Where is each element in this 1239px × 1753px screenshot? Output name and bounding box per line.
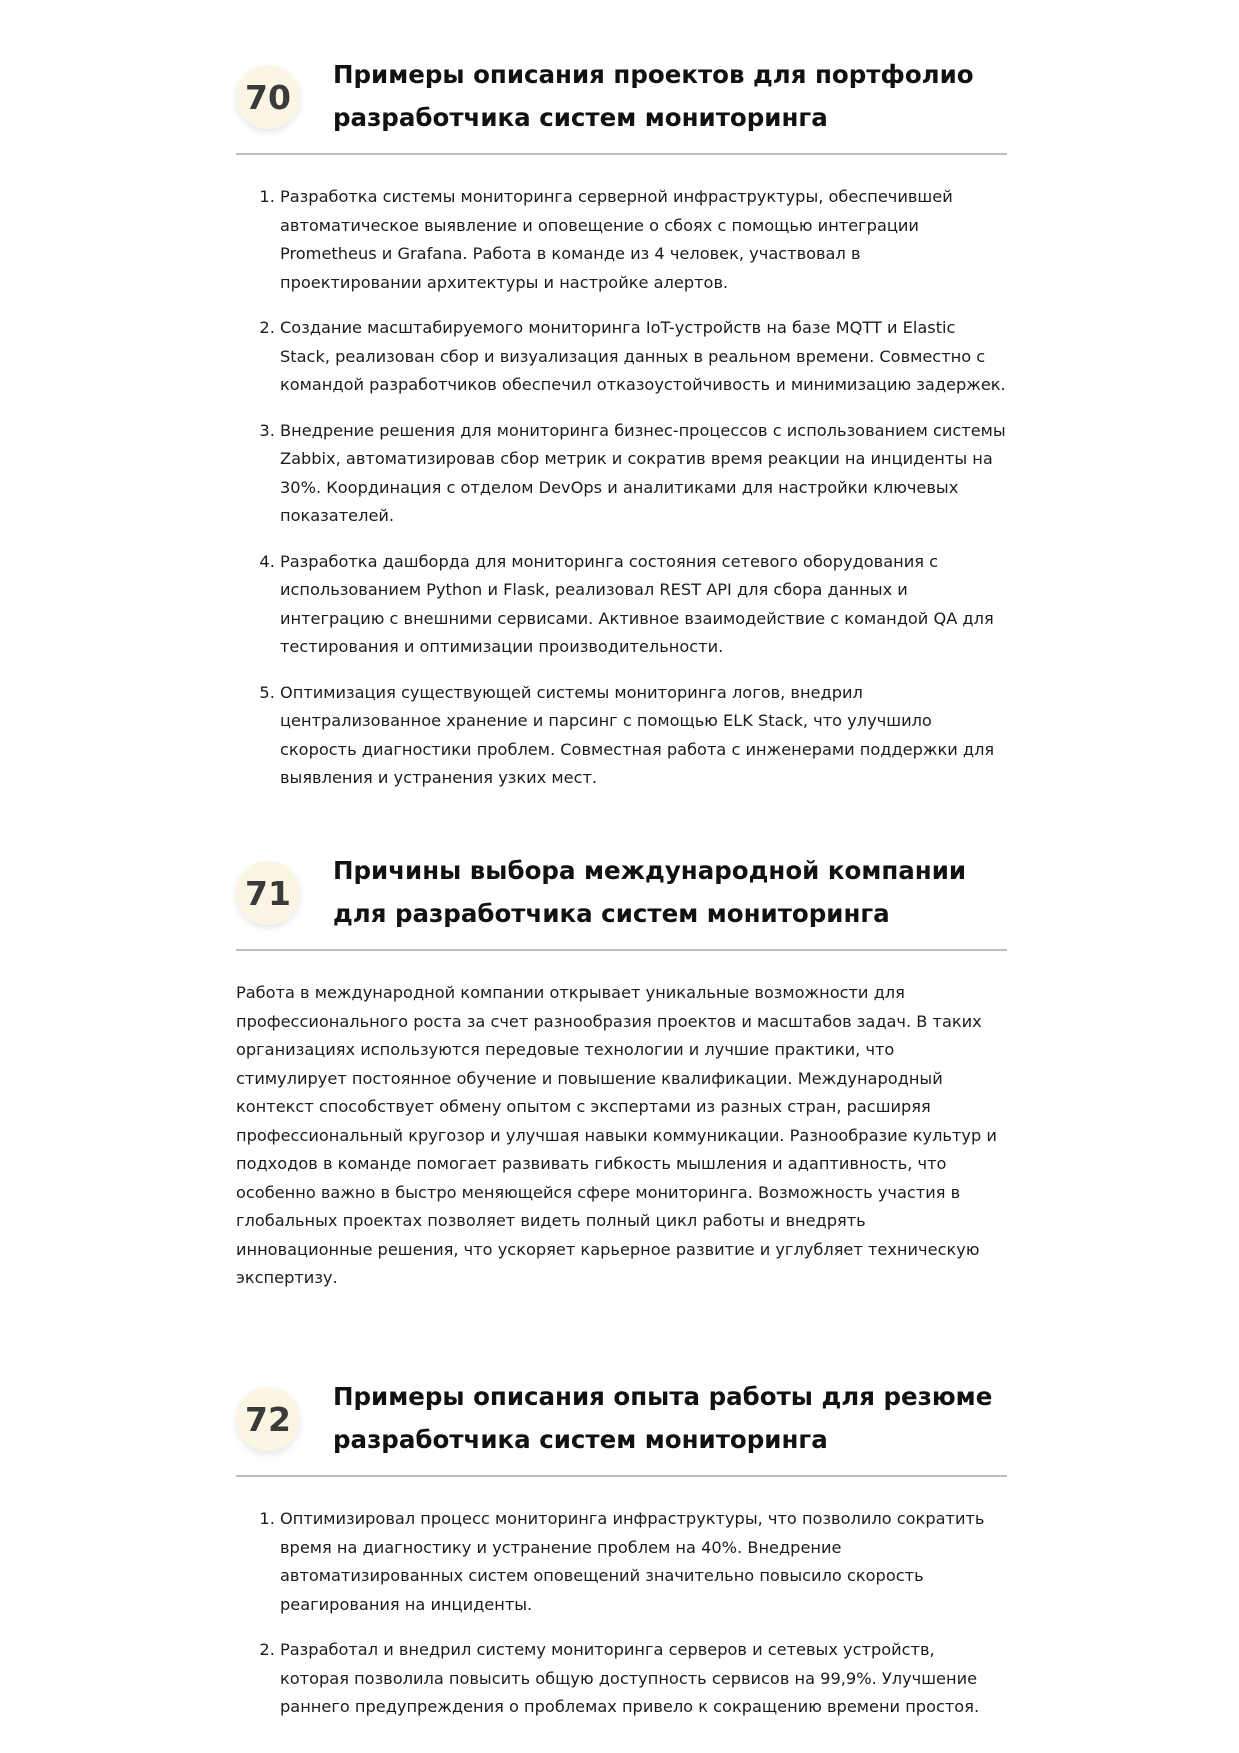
- section-number-badge: 70: [236, 65, 300, 129]
- section-paragraph: Работа в международной компании открывает уникальные возможности для профессионального роста за счет разнообразия проектов и масштабов задач. В таких организациях используются передовые технологии и лучшие практики, что стимулирует постоянное обучение и повышение квалификации. Международный контекст способствует обмену опытом с экспертами из разных стран, расширяя профессиональный кругозор и улучшая навыки коммуникации. Разнообразие культур и подходов в команде помогает развивать гибкость мышления и адаптивность, что особенно важно в быстро меняющейся сфере мониторинга. Возможность участия в глобальных проектах позволяет видеть полный цикл работы и внедрять инновационные решения, что ускоряет карьерное развитие и углубляет техническую экспертизу.: [236, 983, 997, 1287]
- list-item: 1. Оптимизировал процесс мониторинга инфраструктуры, что позволило сократить время на диагностику и устранение проблем на 40%. Внедрение автоматизированных систем оповещений значительно повысило скорость реагирования на инциденты.: [280, 1505, 1007, 1619]
- section-header: [236, 1375, 1007, 1477]
- list-item: 2. Создание масштабируемого мониторинга IoT-устройств на базе MQTT и Elastic Stack, реализован сбор и визуализация данных в реальном времени. Совместно с командой разработчиков обеспечил отказоустойчивость и минимизацию задержек.: [280, 314, 1007, 400]
- section-71: [236, 849, 1007, 1293]
- section-70: [236, 53, 1007, 810]
- section-number-badge: 71: [236, 861, 300, 925]
- list-item: 4. Разработка дашборда для мониторинга состояния сетевого оборудования с использованием Python и Flask, реализовал REST API для сбора данных и интеграцию с внешними сервисами. Активное взаимодействие с командой QA для тестирования и оптимизации производительности.: [280, 548, 1007, 662]
- section-title: Примеры описания опыта работы для резюме разработчика систем мониторинга: [333, 1382, 993, 1454]
- list-item: 2. Разработал и внедрил систему мониторинга серверов и сетевых устройств, которая позволила повысить общую доступность сервисов на 99,9%. Улучшение раннего предупреждения о проблемах привело к сокращению времени простоя.: [280, 1636, 1007, 1722]
- section-title: Примеры описания проектов для портфолио разработчика систем мониторинга: [333, 60, 974, 132]
- experience-list: [236, 1505, 1007, 1722]
- section-72: [236, 1375, 1007, 1739]
- section-header: [236, 53, 1007, 155]
- list-item: 1. Разработка системы мониторинга серверной инфраструктуры, обеспечившей автоматическое выявление и оповещение о сбоях с помощью интеграции Prometheus и Grafana. Работа в команде из 4 человек, участвовал в проектировании архитектуры и настройке алертов.: [280, 183, 1007, 297]
- section-header: [236, 849, 1007, 951]
- list-item: 5. Оптимизация существующей системы мониторинга логов, внедрил централизованное хранение и парсинг с помощью ELK Stack, что улучшило скорость диагностики проблем. Совместная работа с инженерами поддержки для выявления и устранения узких мест.: [280, 679, 1007, 793]
- section-title: Причины выбора международной компании для разработчика систем мониторинга: [333, 856, 967, 928]
- list-item: 3. Внедрение решения для мониторинга бизнес-процессов с использованием системы Zabbix, автоматизировав сбор метрик и сократив время реакции на инциденты на 30%. Координация с отделом DevOps и аналитиками для настройки ключевых показателей.: [280, 417, 1007, 531]
- section-number-badge: 72: [236, 1387, 300, 1451]
- project-list: [236, 183, 1007, 793]
